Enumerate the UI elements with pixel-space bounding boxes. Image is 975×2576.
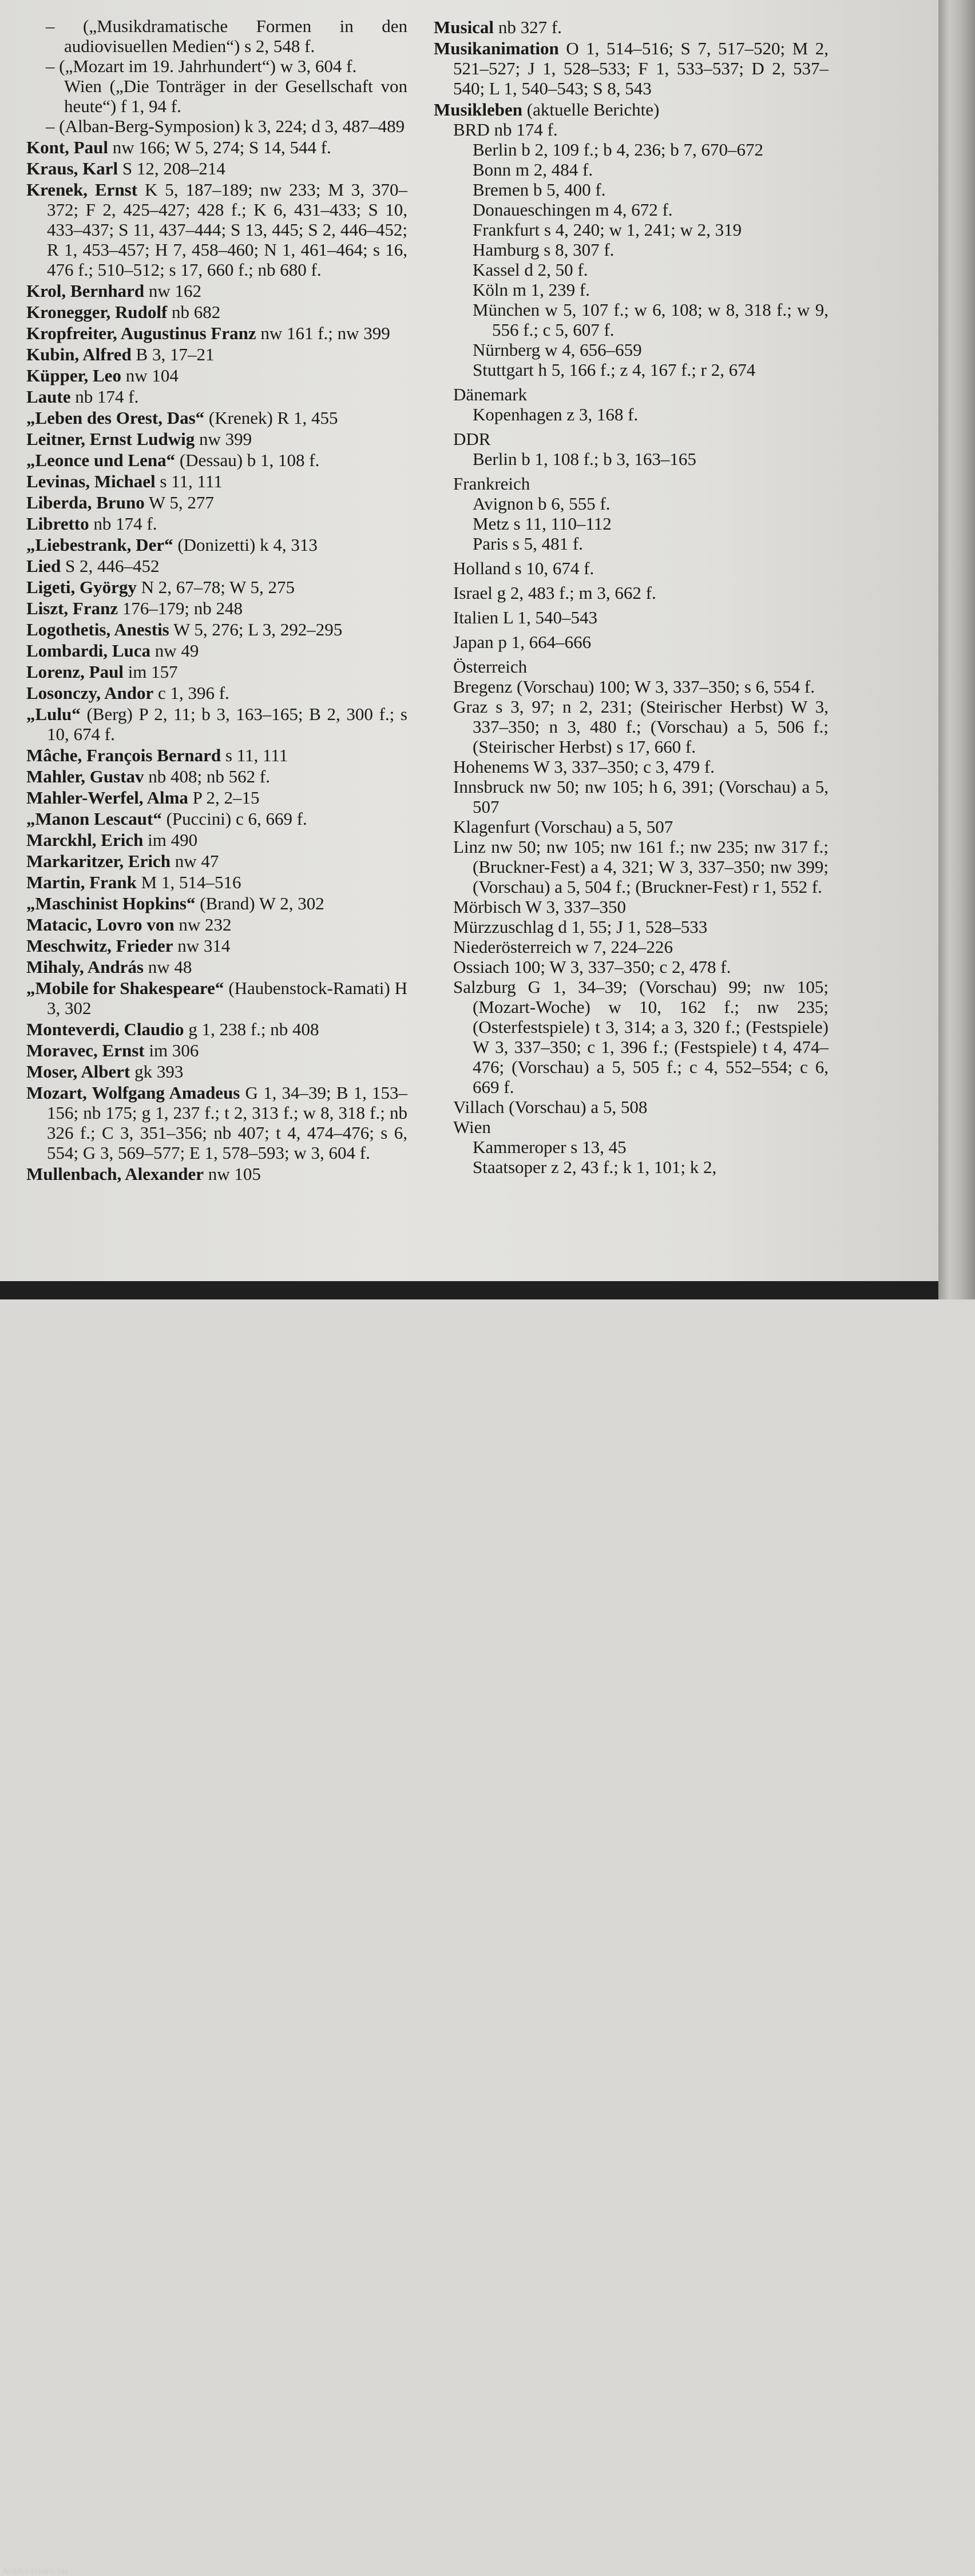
left-index-column xyxy=(26,16,407,1184)
index-entry xyxy=(26,281,407,301)
index-entry xyxy=(26,893,407,913)
entry-references: (Brand) W 2, 302 xyxy=(195,893,324,913)
entry-heading: Moser, Albert xyxy=(26,1062,130,1082)
entry-references: S 12, 208–214 xyxy=(118,158,225,178)
index-entry xyxy=(26,1062,407,1082)
entry-references: Frankfurt s 4, 240; w 1, 241; w 2, 319 xyxy=(473,220,742,240)
entry-references: Italien L 1, 540–543 xyxy=(453,607,597,627)
index-page xyxy=(0,0,938,1281)
index-entry xyxy=(26,830,407,850)
entry-heading: Kubin, Alfred xyxy=(26,344,132,364)
entry-heading: Mihaly, András xyxy=(26,957,144,977)
index-entry xyxy=(26,936,407,956)
entry-references: nb 327 f. xyxy=(494,17,562,37)
entry-references: nw 47 xyxy=(170,851,219,871)
entry-references: Salzburg G 1, 34–39; (Vorschau) 99; nw 105; (Mozart-Woche) w 10, 162 f.; nw 235; (Osterfestspiele) t 3, 314; a 3, 320 f.; (Festspiele) W 3, 337–350; c 1, 396 f.; (Festspiele) t 4, 474–476; (Vorschau) a 5, 505 f.; c 4, 552–554; c 6, 669 f. xyxy=(453,977,829,1097)
index-entry xyxy=(434,583,829,603)
entry-references: nb 174 f. xyxy=(70,387,139,407)
entry-references: Israel g 2, 483 f.; m 3, 662 f. xyxy=(453,583,656,603)
entry-references: (Dessau) b 1, 108 f. xyxy=(175,450,320,470)
entry-references: Avignon b 6, 555 f. xyxy=(473,494,611,514)
entry-references: nw 399 xyxy=(195,429,252,449)
entry-heading: Krenek, Ernst xyxy=(26,180,138,200)
entry-references: Dänemark xyxy=(453,384,528,404)
entry-heading: Kropfreiter, Augustinus Franz xyxy=(26,323,256,343)
entry-heading: „Leonce und Lena“ xyxy=(26,450,176,470)
entry-heading: Kont, Paul xyxy=(26,137,108,157)
entry-heading: Musical xyxy=(434,17,494,37)
entry-references: Österreich xyxy=(453,657,528,677)
index-entry xyxy=(26,978,407,1018)
entry-heading: Lorenz, Paul xyxy=(26,662,124,682)
entry-heading: Mâche, François Bernard xyxy=(26,745,221,765)
index-entry xyxy=(434,1137,829,1157)
entry-references: Berlin b 1, 108 f.; b 3, 163–165 xyxy=(473,449,696,469)
entry-references: nw 161 f.; nw 399 xyxy=(256,323,390,343)
entry-references: nb 682 xyxy=(167,302,221,322)
index-entry xyxy=(26,76,407,116)
entry-references: nw 105 xyxy=(204,1164,261,1184)
entry-references: (Puccini) c 6, 669 f. xyxy=(161,809,307,829)
entry-references: Graz s 3, 97; n 2, 231; (Steirischer Herbst) W 3, 337–350; n 3, 480 f.; (Vorschau) a 5, 506 f.; (Steirischer Herbst) s 17, 660 f. xyxy=(453,697,829,757)
entry-references: München w 5, 107 f.; w 6, 108; w 8, 318 f.; w 9, 556 f.; c 5, 607 f. xyxy=(473,300,829,340)
entry-references: K 5, 187–189; nw 233; M 3, 370–372; F 2, 425–427; 428 f.; K 6, 431–433; S 10, 433–437; S 11, 437–444; S 13, 445; S 2, 446–452; R 1, 453–457; H 7, 458–460; N 1, 461–464; s 16, 476 f.; 510–512; s 17, 660 f.; nb 680 f. xyxy=(47,180,407,280)
index-entry xyxy=(434,837,829,897)
index-entry xyxy=(26,704,407,744)
entry-references: 176–179; nb 248 xyxy=(118,598,243,618)
index-entry xyxy=(434,220,829,240)
entry-references: (Krenek) R 1, 455 xyxy=(204,408,338,428)
entry-references: Hohenems W 3, 337–350; c 3, 479 f. xyxy=(453,757,715,777)
index-entry xyxy=(26,16,407,56)
entry-references: Wien („Die Tonträger in der Gesellschaft von heute“) f 1, 94 f. xyxy=(64,76,407,116)
index-entry xyxy=(26,1164,407,1184)
entry-references: nw 314 xyxy=(173,936,231,956)
entry-heading: Küpper, Leo xyxy=(26,365,121,385)
entry-heading: Ligeti, György xyxy=(26,577,137,597)
index-entry xyxy=(434,917,829,937)
index-entry xyxy=(434,17,829,37)
entry-references: Linz nw 50; nw 105; nw 161 f.; nw 235; nw 317 f.; (Bruckner-Fest) a 4, 321; W 3, 337–350; nw 399; (Vorschau) a 5, 504 f.; (Bruckner-Fest) r 1, 552 f. xyxy=(453,837,829,897)
index-entry xyxy=(26,1019,407,1039)
index-entry xyxy=(26,492,407,512)
entry-references: – (Alban-Berg-Symposion) k 3, 224; d 3, 487–489 xyxy=(46,116,405,136)
entry-heading: Libretto xyxy=(26,514,89,534)
entry-heading: Losonczy, Andor xyxy=(26,683,154,703)
entry-references: Nürnberg w 4, 656–659 xyxy=(473,340,642,360)
index-entry xyxy=(434,160,829,180)
entry-heading: Liszt, Franz xyxy=(26,598,118,618)
entry-references: Mürzzuschlag d 1, 55; J 1, 528–533 xyxy=(453,917,708,937)
entry-heading: Matacic, Lovro von xyxy=(26,915,175,935)
entry-heading: Meschwitz, Frieder xyxy=(26,936,173,956)
entry-heading: Krol, Bernhard xyxy=(26,281,145,301)
entry-heading: „Maschinist Hopkins“ xyxy=(26,893,196,913)
index-entry xyxy=(26,137,407,157)
entry-heading: Lied xyxy=(26,556,61,576)
entry-references: Wien xyxy=(453,1117,491,1137)
entry-references: (aktuelle Berichte) xyxy=(522,100,660,120)
index-entry xyxy=(434,777,829,817)
entry-references: W 5, 277 xyxy=(144,492,214,512)
entry-references: BRD nb 174 f. xyxy=(453,120,558,140)
index-entry xyxy=(26,662,407,682)
index-entry xyxy=(26,957,407,977)
index-entry xyxy=(26,1083,407,1163)
index-entry xyxy=(434,937,829,957)
entry-references: Japan p 1, 664–666 xyxy=(453,632,592,652)
index-entry xyxy=(434,677,829,697)
entry-heading: Mullenbach, Alexander xyxy=(26,1164,204,1184)
entry-heading: Logothetis, Anestis xyxy=(26,619,169,639)
entry-heading: Monteverdi, Claudio xyxy=(26,1019,184,1039)
entry-references: Paris s 5, 481 f. xyxy=(473,534,583,554)
index-entry xyxy=(26,323,407,343)
entry-references: W 5, 276; L 3, 292–295 xyxy=(169,619,343,639)
index-entry xyxy=(26,429,407,449)
index-entry xyxy=(26,641,407,661)
entry-references: Hamburg s 8, 307 f. xyxy=(473,240,615,260)
index-entry xyxy=(26,56,407,76)
entry-heading: „Liebestrank, Der“ xyxy=(26,535,173,555)
entry-references: Kassel d 2, 50 f. xyxy=(473,260,588,280)
index-entry xyxy=(434,657,829,677)
index-entry xyxy=(434,977,829,1097)
entry-references: Niederösterreich w 7, 224–226 xyxy=(453,937,673,957)
index-entry xyxy=(434,1157,829,1177)
entry-heading: Mozart, Wolfgang Amadeus xyxy=(26,1083,240,1103)
index-entry xyxy=(434,404,829,424)
index-entry xyxy=(26,683,407,703)
bottom-strip xyxy=(0,1281,938,2576)
entry-references: N 2, 67–78; W 5, 275 xyxy=(136,577,295,597)
entry-references: s 11, 111 xyxy=(155,471,223,491)
entry-references: Ossiach 100; W 3, 337–350; c 2, 478 f. xyxy=(453,957,731,977)
index-entry xyxy=(434,897,829,917)
page-edge xyxy=(938,0,975,1299)
index-entry xyxy=(434,280,829,300)
entry-heading: Liberda, Bruno xyxy=(26,492,145,512)
index-entry xyxy=(434,340,829,360)
index-entry xyxy=(434,140,829,160)
entry-references: Villach (Vorschau) a 5, 508 xyxy=(453,1097,648,1117)
index-entry xyxy=(26,116,407,136)
entry-references: nb 408; nb 562 f. xyxy=(144,766,270,786)
index-entry xyxy=(26,1040,407,1060)
index-entry xyxy=(434,1097,829,1117)
index-entry xyxy=(434,429,829,449)
right-index-column xyxy=(434,16,829,1177)
index-entry xyxy=(434,494,829,514)
index-entry xyxy=(434,100,829,120)
entry-references: Frankreich xyxy=(453,474,530,494)
entry-references: M 1, 514–516 xyxy=(136,872,241,892)
entry-references: Kopenhagen z 3, 168 f. xyxy=(473,404,639,424)
entry-heading: Moravec, Ernst xyxy=(26,1040,145,1060)
index-entry xyxy=(26,556,407,576)
entry-heading: Laute xyxy=(26,387,71,407)
index-entry xyxy=(434,632,829,652)
index-entry xyxy=(26,872,407,892)
index-entry xyxy=(434,384,829,404)
index-entry xyxy=(434,957,829,977)
index-entry xyxy=(434,558,829,578)
entry-references: im 490 xyxy=(143,830,198,850)
entry-heading: Kraus, Karl xyxy=(26,158,118,178)
index-entry xyxy=(26,514,407,534)
entry-references: Stuttgart h 5, 166 f.; z 4, 167 f.; r 2, 674 xyxy=(473,360,756,380)
index-entry xyxy=(26,577,407,597)
index-entry xyxy=(26,598,407,618)
entry-heading: Mahler, Gustav xyxy=(26,766,144,786)
index-entry xyxy=(434,360,829,380)
index-entry xyxy=(434,607,829,627)
entry-heading: Musikleben xyxy=(434,100,523,120)
entry-heading: „Mobile for Shakespeare“ xyxy=(26,978,224,998)
index-entry xyxy=(26,158,407,178)
index-entry xyxy=(26,387,407,407)
index-entry xyxy=(26,302,407,322)
index-entry xyxy=(434,120,829,140)
entry-references: s 11, 111 xyxy=(221,745,288,765)
index-entry xyxy=(434,474,829,494)
index-entry xyxy=(26,915,407,935)
entry-references: DDR xyxy=(453,429,491,449)
entry-references: – („Musikdramatische Formen in den audiovisuellen Medien“) s 2, 548 f. xyxy=(46,16,407,56)
entry-references: S 2, 446–452 xyxy=(61,556,160,576)
index-entry xyxy=(26,180,407,280)
index-entry xyxy=(26,344,407,364)
entry-heading: Leitner, Ernst Ludwig xyxy=(26,429,195,449)
entry-heading: Marckhl, Erich xyxy=(26,830,144,850)
index-entry xyxy=(26,408,407,428)
index-entry xyxy=(26,535,407,555)
entry-references: B 3, 17–21 xyxy=(131,344,215,364)
entry-references: gk 393 xyxy=(130,1062,184,1082)
index-entry xyxy=(434,260,829,280)
entry-references: nw 104 xyxy=(121,365,179,385)
entry-references: c 1, 396 f. xyxy=(153,683,229,703)
index-entry xyxy=(26,766,407,786)
entry-heading: „Manon Lescaut“ xyxy=(26,809,162,829)
entry-heading: Markaritzer, Erich xyxy=(26,851,171,871)
entry-references: Köln m 1, 239 f. xyxy=(473,280,590,300)
entry-references: (Haubenstock-Ramati) H 3, 302 xyxy=(47,978,407,1018)
index-entry xyxy=(434,200,829,220)
index-entry xyxy=(434,817,829,837)
index-entry xyxy=(26,851,407,871)
entry-references: Bregenz (Vorschau) 100; W 3, 337–350; s 6, 554 f. xyxy=(453,677,815,697)
index-entry xyxy=(434,534,829,554)
entry-references: Bremen b 5, 400 f. xyxy=(473,180,606,200)
entry-references: Mörbisch W 3, 337–350 xyxy=(453,897,626,917)
index-entry xyxy=(26,788,407,808)
index-entry xyxy=(26,745,407,765)
watermark-text: Antikvarium.hu xyxy=(2,2566,68,2576)
entry-references: nw 166; W 5, 274; S 14, 544 f. xyxy=(108,137,331,157)
entry-heading: Levinas, Michael xyxy=(26,471,156,491)
entry-references: Donaueschingen m 4, 672 f. xyxy=(473,200,673,220)
entry-heading: Kronegger, Rudolf xyxy=(26,302,168,322)
entry-references: Klagenfurt (Vorschau) a 5, 507 xyxy=(453,817,673,837)
entry-references: O 1, 514–516; S 7, 517–520; M 2, 521–527; J 1, 528–533; F 1, 533–537; D 2, 537–540; L 1, 540–543; S 8, 543 xyxy=(453,38,829,98)
entry-references: – („Mozart im 19. Jahrhundert“) w 3, 604 f. xyxy=(46,56,357,76)
index-entry xyxy=(434,697,829,757)
index-entry xyxy=(26,809,407,829)
entry-heading: „Leben des Orest, Das“ xyxy=(26,408,205,428)
entry-references: Berlin b 2, 109 f.; b 4, 236; b 7, 670–672 xyxy=(473,140,764,160)
index-entry xyxy=(26,471,407,491)
entry-heading: „Lulu“ xyxy=(26,704,81,724)
index-entry xyxy=(434,1117,829,1137)
entry-references: (Donizetti) k 4, 313 xyxy=(173,535,318,555)
entry-references: im 157 xyxy=(123,662,178,682)
entry-references: Bonn m 2, 484 f. xyxy=(473,160,593,180)
entry-references: G 1, 34–39; B 1, 153–156; nb 175; g 1, 237 f.; t 2, 313 f.; w 8, 318 f.; nb 326 f.; C 3, 351–356; nb 407; t 4, 474–476; s 6, 554; G 3, 569–577; E 1, 578–593; w 3, 604 f. xyxy=(47,1083,407,1163)
entry-heading: Lombardi, Luca xyxy=(26,641,151,661)
entry-references: (Berg) P 2, 11; b 3, 163–165; B 2, 300 f.; s 10, 674 f. xyxy=(47,704,407,744)
entry-heading: Mahler-Werfel, Alma xyxy=(26,788,188,808)
index-entry xyxy=(434,449,829,469)
entry-references: nb 174 f. xyxy=(89,514,157,534)
index-entry xyxy=(26,450,407,470)
index-entry xyxy=(434,757,829,777)
entry-references: im 306 xyxy=(144,1040,199,1060)
index-entry xyxy=(434,38,829,98)
entry-references: Holland s 10, 674 f. xyxy=(453,558,594,578)
entry-references: P 2, 2–15 xyxy=(188,788,260,808)
entry-references: Kammeroper s 13, 45 xyxy=(473,1137,627,1157)
entry-references: Innsbruck nw 50; nw 105; h 6, 391; (Vorschau) a 5, 507 xyxy=(453,777,829,817)
entry-heading: Musikanimation xyxy=(434,38,559,58)
entry-references: nw 49 xyxy=(150,641,199,661)
entry-references: nw 48 xyxy=(144,957,192,977)
entry-references: Staatsoper z 2, 43 f.; k 1, 101; k 2, xyxy=(473,1157,717,1177)
entry-references: Metz s 11, 110–112 xyxy=(473,514,612,534)
entry-references: nw 232 xyxy=(174,915,232,935)
entry-references: g 1, 238 f.; nb 408 xyxy=(184,1019,319,1039)
index-entry xyxy=(434,514,829,534)
index-entry xyxy=(434,240,829,260)
index-entry xyxy=(26,365,407,385)
index-entry xyxy=(434,180,829,200)
entry-heading: Martin, Frank xyxy=(26,872,137,892)
index-entry xyxy=(26,619,407,639)
entry-references: nw 162 xyxy=(144,281,201,301)
index-entry xyxy=(434,300,829,340)
